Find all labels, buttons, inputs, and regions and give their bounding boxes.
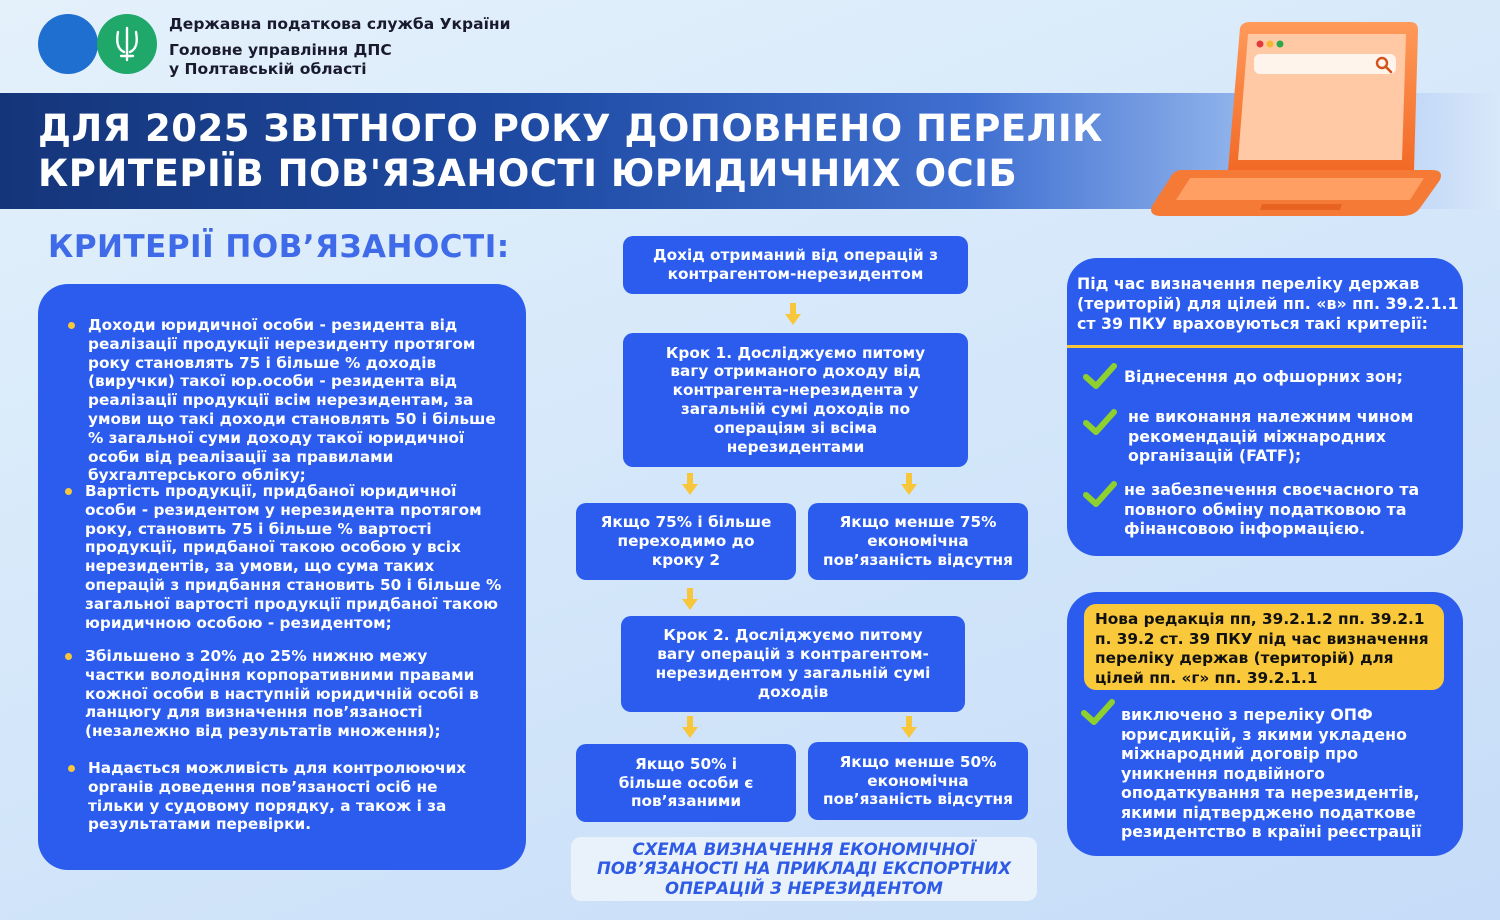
- flow-step1-yes-box: Якщо 75% і більше переходимо до кроку 2: [576, 503, 796, 580]
- arrow-down-icon: [785, 303, 801, 325]
- check-icon: [1081, 698, 1115, 726]
- offshore-criteria-heading: Під час визначення переліку держав (територій) для цілей пп. «в» пп. 39.2.1.1 ст 39 ПКУ враховуються такі критерії:: [1077, 274, 1459, 333]
- trident-icon: [97, 14, 157, 74]
- list-item: [88, 316, 516, 485]
- list-item: [85, 647, 485, 741]
- flow-step2-no-box: Якщо менше 50% економічна пов’язаність відсутня: [808, 742, 1028, 820]
- list-item: [88, 759, 493, 834]
- flow-caption: СХЕМА ВИЗНАЧЕННЯ ЕКОНОМІЧНОЇ ПОВ’ЯЗАНОСТІ НА ПРИКЛАДІ ЕКСПОРТНИХ ОПЕРАЦІЙ З НЕРЕЗИДЕНТОМ: [571, 837, 1037, 901]
- org-name: Державна податкова служба України: [169, 15, 511, 33]
- arrow-down-icon: [682, 716, 698, 738]
- offshore-criterion-2: не виконання належним чином рекомендацій міжнародних організацій (FATF);: [1128, 407, 1414, 465]
- criteria-item-2: Вартість продукції, придбаної юридичної особи - резидентом у нерезидента протягом року, становить 75 і більше % вартості продукції, придбаної такою особою у всіх нерезидентів, за умови, що сума таких операцій з придбання становить 50 і більше % загальної вартості продукції придбаної такою юридичною особою - резидентом;: [85, 482, 502, 632]
- bullet-dot-icon: [68, 765, 75, 772]
- list-item: [85, 482, 505, 632]
- org-department: Головне управління ДПС: [169, 41, 392, 59]
- org-region: у Полтавській області: [169, 60, 367, 78]
- title-line-1: ДЛЯ 2025 ЗВІТНОГО РОКУ ДОПОВНЕНО ПЕРЕЛІК: [38, 107, 1103, 150]
- arrow-down-icon: [682, 588, 698, 610]
- check-icon: [1083, 480, 1117, 508]
- bullet-dot-icon: [65, 488, 72, 495]
- flow-step2-yes-box: Якщо 50% і більше особи є пов’язаними: [576, 744, 796, 822]
- title-line-2: КРИТЕРІЇВ ПОВ'ЯЗАНОСТІ ЮРИДИЧНИХ ОСІБ: [38, 152, 1018, 195]
- flow-start-box: Дохід отриманий від операцій з контрагентом-нерезидентом: [623, 236, 968, 294]
- new-edition-highlight: Нова редакція пп, 39.2.1.2 пп. 39.2.1 п. 39.2 ст. 39 ПКУ під час визначення переліку держав (територій) для цілей пп. «г» пп. 39.2.1.1: [1084, 604, 1444, 690]
- arrow-down-icon: [901, 716, 917, 738]
- new-edition-item: виключено з переліку ОПФ юрисдикцій, з якими укладено міжнародний договір про уникнення подвійного оподаткування та нерезидентів, якими підтверджено податкове резидентство в країні реєстрації: [1121, 705, 1422, 841]
- new-edition-card: [1067, 592, 1463, 856]
- flow-step1-box: Крок 1. Досліджуємо питому вагу отриманого доходу від контрагента-нерезидента у загальній сумі доходів по операціям зі всіма нерезидентами: [623, 333, 968, 467]
- offshore-criterion-1: Віднесення до офшорних зон;: [1124, 367, 1403, 386]
- page-title: [38, 106, 1158, 196]
- check-icon: [1083, 408, 1117, 436]
- criteria-card: [38, 284, 526, 870]
- criteria-item-3: Збільшено з 20% до 25% нижню межу частки володіння корпоративними правами кожної особи в наступній юридичній особі в ланцюгу для визначення пов’язаності (незалежно від результатів множення);: [85, 647, 479, 741]
- flow-step1-no-box: Якщо менше 75% економічна пов’язаність відсутня: [808, 503, 1028, 580]
- flow-step2-box: Крок 2. Досліджуємо питому вагу операцій з контрагентом-нерезидентом у загальній сумі доходів: [621, 616, 965, 712]
- laptop-search-icon: [1142, 20, 1482, 225]
- offshore-criterion-3: не забезпечення своєчасного та повного обміну податковою та фінансовою інформацією.: [1124, 480, 1420, 538]
- arrow-down-icon: [682, 473, 698, 495]
- dps-logo-icon: [38, 14, 98, 74]
- check-icon: [1083, 362, 1117, 390]
- criteria-title: КРИТЕРІЇ ПОВ’ЯЗАНОСТІ:: [48, 229, 510, 265]
- divider: [1067, 345, 1463, 348]
- offshore-criteria-card: [1067, 258, 1463, 556]
- criteria-item-1: Доходи юридичної особи - резидента від реалізації продукції нерезиденту протягом року становлять 75 і більше % доходів (виручки) такої юр.особи - резидента від реалізації продукції всім нерезидентам, за умови що такі доходи становлять 50 і більше % загальної суми доходу такої юридичної особи від реалізації за правилами бухгалтерського обліку;: [88, 316, 496, 485]
- bullet-dot-icon: [65, 653, 72, 660]
- criteria-item-4: Надається можливість для контролюючих органів доведення пов’язаності осіб не тільки у судовому порядку, а також і за результатами перевірки.: [88, 759, 467, 834]
- bullet-dot-icon: [68, 322, 75, 329]
- arrow-down-icon: [901, 473, 917, 495]
